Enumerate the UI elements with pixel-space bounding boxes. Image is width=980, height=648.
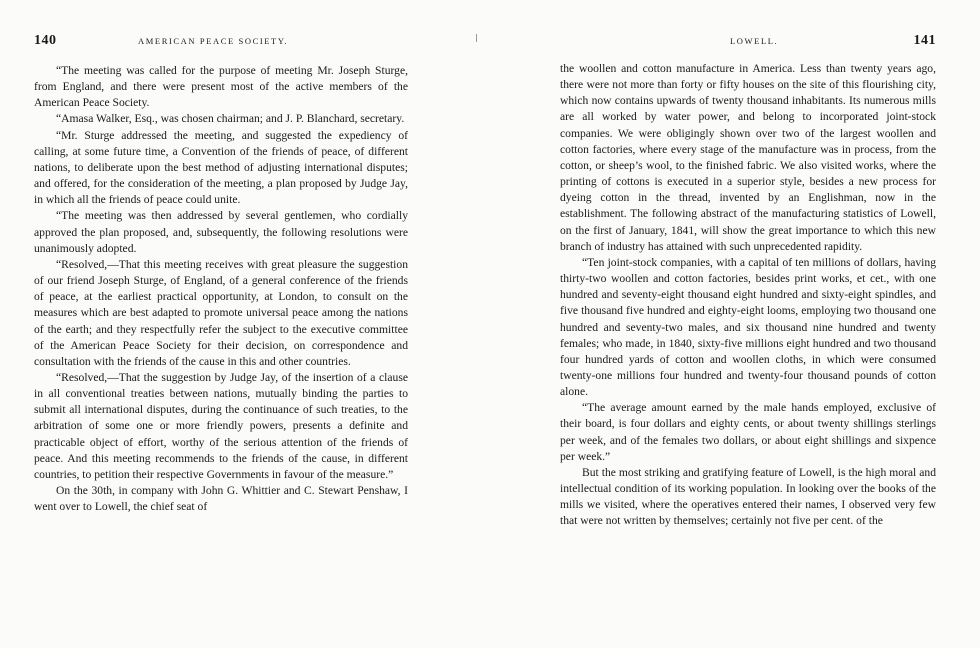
right-page-body — [560, 61, 936, 530]
right-page — [560, 0, 936, 648]
paragraph: On the 30th, in company with John G. Whittier and C. Stewart Penshaw, I went over to Lowell, the chief seat of — [34, 484, 408, 514]
left-page-body — [34, 63, 408, 515]
paragraph: “The meeting was called for the purpose of meeting Mr. Joseph Sturge, from England, and there were present most of the active members of the American Peace Society. — [34, 64, 408, 110]
page-number-left: 140 — [34, 33, 57, 48]
running-head-right — [560, 33, 936, 49]
running-title-right: LOWELL. — [730, 36, 779, 46]
running-head-left — [34, 33, 408, 49]
paragraph: “Amasa Walker, Esq., was chosen chairman; and J. P. Blanchard, secretary. — [56, 112, 405, 126]
paragraph: But the most striking and gratifying feature of Lowell, is the high moral and intellectual condition of its working population. In looking over the books of the mills we visited, where the operatives entered their names, I observed very few that were not written by themselves; certainly not five per cent. of the — [560, 465, 936, 528]
paragraph: “The meeting was then addressed by several gentlemen, who cordially approved the plan proposed, and, subsequently, the following resolutions were unanimously adopted. — [34, 209, 408, 255]
running-title-left: AMERICAN PEACE SOCIETY. — [138, 36, 289, 46]
paragraph: “Ten joint-stock companies, with a capital of ten millions of dollars, having thirty-two woollen and cotton factories, besides print works, et cet., with one hundred and seventy-eight thousand eight hundred and sixty-eight spindles, and five thousand five hundred and eighty-eight looms, employing two thousand one hundred and seventy-two males, and six thousand nine hundred and twenty females; who made, in 1840, sixty-five millions eight hundred and two thousand four hundred yards of cotton and woollen cloths, in which were consumed twenty-one millions four hundred and twenty-four thousand pounds of cotton alone. — [560, 255, 936, 399]
paragraph: “Mr. Sturge addressed the meeting, and suggested the expediency of calling, at some future time, a Convention of the friends of peace, of different nations, to deliberate upon the best method of adjusting international disputes; and offered, for the consideration of the meeting, a plan proposed by Judge Jay, in which all the friends of peace could unite. — [34, 128, 408, 207]
paragraph: “Resolved,—That the suggestion by Judge Jay, of the insertion of a clause in all conventional treaties between nations, mutually binding the parties to submit all international disputes, during the continuance of such treaties, to the arbitration of some one or more friendly powers, presents a definite and practicable object of effort, worthy of the serious attention of the friends of peace. And this meeting recommends to the friends of the cause, in different countries, to petition their respective Governments in favour of the measure.” — [34, 370, 408, 481]
paragraph: the woollen and cotton manufacture in America. Less than twenty years ago, there were not more than forty or fifty houses on the site of this flourishing city, which now contains upwards of twenty thousand inhabitants. Its numerous mills are all worked by water power, and belong to incorporated joint-stock companies. We were obligingly shown over two of the largest woollen and cotton factories, where every stage of the manufacture was in process, from the cotton, or sheep’s wool, to the finished fabric. We also visited works, where the printing of cottons is executed in a superior style, besides a new process for dyeing cotton in the thread, invented by an Englishman, now in the establishment. The following abstract of the manufacturing statistics of Lowell, on the first of January, 1841, will show the great importance to which this new branch of industry has attained with such unprecedented rapidity. — [560, 62, 936, 253]
gutter-mark — [476, 34, 477, 42]
paragraph: “Resolved,—That this meeting receives with great pleasure the suggestion of our friend Joseph Sturge, of England, of a general conference of the friends of peace, at the earliest practical opportunity, at London, to consult on the measures which are best adapted to promote universal peace among the nations of the earth; and they respectfully refer the subject to the executive committee of the American Peace Society for their decision, on correspondence and consultation with the friends of the cause in this and other countries. — [34, 257, 408, 368]
page-number-right: 141 — [913, 33, 936, 48]
left-page — [34, 0, 408, 648]
paragraph: “The average amount earned by the male hands employed, exclusive of their board, is four dollars and eighty cents, or about twenty shillings sterlings per week, and of the females two dollars, or about eight shillings and sixpence per week.” — [560, 401, 936, 463]
